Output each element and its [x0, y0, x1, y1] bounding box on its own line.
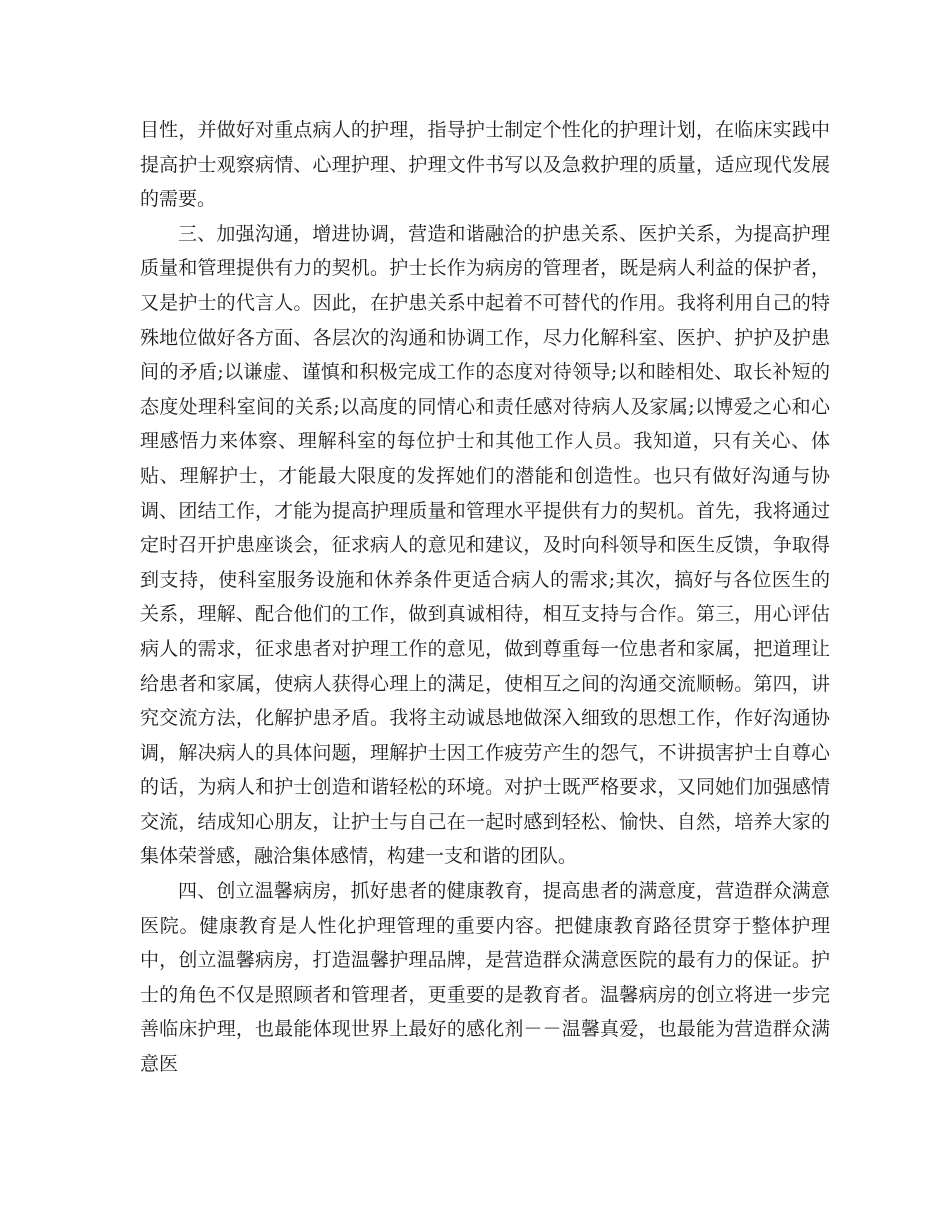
paragraph-continuation: 目性，并做好对重点病人的护理，指导护士制定个性化的护理计划，在临床实践中提高护士观察病情、心理护理、护理文件书写以及急救护理的质量，适应现代发展的需要。: [140, 119, 830, 211]
paragraph-section-three: 三、加强沟通，增进协调，营造和谐融洽的护患关系、医护关系，为提高护理质量和管理提供有力的契机。护士长作为病房的管理者，既是病人利益的保护者，又是护士的代言人。因此，在护患关系中起着不可替代的作用。我将利用自己的特殊地位做好各方面、各层次的沟通和协调工作，尽力化解科室、医护、护护及护患间的矛盾;以谦虚、谨慎和积极完成工作的态度对待领导;以和睦相处、取长补短的态度处理科室间的关系;以高度的同情心和责任感对待病人及家属;以博爱之心和心理感悟力来体察、理解科室的每位护士和其他工作人员。我知道，只有关心、体贴、理解护士，才能最大限度的发挥她们的潜能和创造性。也只有做好沟通与协调、团结工作，才能为提高护理质量和管理水平提供有力的契机。首先，我将通过定时召开护患座谈会，征求病人的意见和建议，及时向科领导和医生反馈，争取得到支持，使科室服务设施和休养条件更适合病人的需求;其次，搞好与各位医生的关系，理解、配合他们的工作，做到真诚相待，相互支持与合作。第三，用心评估病人的需求，征求患者对护理工作的意见，做到尊重每一位患者和家属，把道理让给患者和家属，使病人获得心理上的满足，使相互之间的沟通交流顺畅。第四，讲究交流方法，化解护患矛盾。我将主动诚恳地做深入细致的思想工作，作好沟通协调，解决病人的具体问题，理解护士因工作疲劳产生的怨气，不讲损害护士自尊心的话，为病人和护士创造和谐轻松的环境。对护士既严格要求，又同她们加强感情交流，结成知心朋友，让护士与自己在一起时感到轻松、愉快、自然，培养大家的集体荣誉感，融洽集体感情，构建一支和谐的团队。: [140, 222, 830, 868]
document-body: [140, 113, 830, 1082]
paragraph-section-four: 四、创立温馨病房，抓好患者的健康教育，提高患者的满意度，营造群众满意医院。健康教育是人性化护理管理的重要内容。把健康教育路径贯穿于整体护理中，创立温馨病房，打造温馨护理品牌，是营造群众满意医院的最有力的保证。护士的角色不仅是照顾者和管理者，更重要的是教育者。温馨病房的创立将进一步完善临床护理，也最能体现世界上最好的感化剂－－温馨真爱，也最能为营造群众满意医: [140, 880, 830, 1076]
